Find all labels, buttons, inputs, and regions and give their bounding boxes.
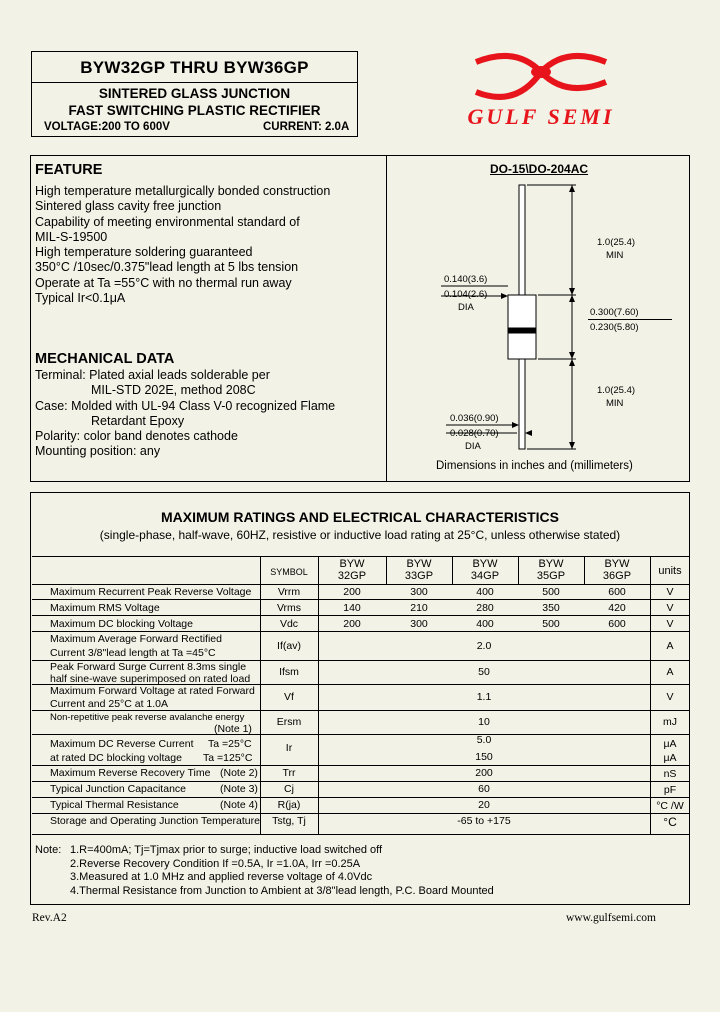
param-cond: Ta =125°C (203, 752, 253, 764)
feature-item: High temperature soldering guaranteed (35, 245, 253, 260)
note-item: 4.Thermal Resistance from Junction to Ambient at 3/8"lead length, P.C. Board Mounted (70, 884, 494, 897)
value-cell: 280 (476, 602, 494, 614)
unit-cell: V (666, 586, 674, 598)
value-cell: 300 (410, 618, 428, 630)
row-rule (32, 599, 690, 600)
param-label: Maximum DC blocking Voltage (50, 618, 193, 630)
param-label: Maximum Forward Voltage at rated Forward (50, 685, 255, 697)
dim-lead-dia-min: 0.028(0.70) (450, 428, 499, 439)
row-rule (32, 615, 690, 616)
feature-item: Operate at Ta =55°C with no thermal run away (35, 275, 292, 290)
table-header-rule (32, 584, 690, 585)
unit-cell: V (666, 602, 674, 614)
website-url: www.gulfsemi.com (566, 912, 656, 924)
symbol-cell: Tstg, Tj (272, 815, 306, 827)
param-label: Maximum Average Forward Rectified (50, 633, 222, 645)
param-label-line2: half sine-wave superimposed on rated load (50, 673, 251, 685)
param-label: Non-repetitive peak reverse avalanche energy (50, 712, 245, 723)
unit-cell: mJ (663, 716, 677, 728)
param-label: Maximum DC Reverse Current (50, 738, 194, 750)
unit-cell: °C (663, 815, 677, 829)
value-cell: 60 (478, 783, 490, 795)
dim-lead-top: 1.0(25.4) (597, 237, 636, 248)
header-line2: FAST SWITCHING PLASTIC RECTIFIER (68, 103, 321, 118)
value-cell: 350 (542, 602, 560, 614)
value-cell: 20 (478, 799, 490, 811)
param-label: Typical Thermal Resistance (50, 799, 179, 811)
dim-body-len-rule (588, 319, 672, 320)
value-cell: 210 (410, 602, 428, 614)
unit-cell: μA (663, 752, 677, 764)
unit-cell: V (666, 691, 674, 703)
part-range-title: BYW32GP THRU BYW36GP (80, 58, 309, 77)
symbol-cell: Vrms (276, 602, 302, 614)
note-item: 1.R=400mA; Tj=Tjmax prior to surge; inductive load switched off (70, 844, 383, 856)
value-cell: 1.1 (476, 691, 492, 703)
param-label-line2: Current and 25°C at 1.0A (50, 698, 169, 710)
param-note: (Note 2) (220, 767, 258, 779)
units-header: units (658, 565, 682, 577)
param-note: (Note 1) (214, 723, 252, 735)
value-cell: 300 (410, 586, 428, 598)
mechanical-line: Terminal: Plated axial leads solderable per (35, 368, 270, 382)
value-cell: 600 (608, 586, 626, 598)
part-header: BYW 36GP (602, 558, 632, 582)
dim-body-dia-min: 0.104(2.6) (444, 289, 488, 300)
feature-item: Sintered glass cavity free junction (35, 199, 222, 214)
symbol-cell: Ifsm (279, 666, 299, 678)
value-cell: 140 (343, 602, 361, 614)
value-cell: 400 (476, 618, 494, 630)
symbol-cell: If(av) (277, 640, 301, 652)
symbol-header: SYMBOL (270, 567, 308, 577)
header-line1: SINTERED GLASS JUNCTION (98, 86, 291, 101)
value-cell: 200 (475, 767, 493, 779)
value-cell: 50 (478, 666, 490, 678)
feature-item: Capability of meeting environmental standard of (35, 214, 300, 229)
unit-cell: A (666, 640, 674, 652)
param-note: (Note 4) (220, 799, 258, 811)
feature-heading: FEATURE (35, 162, 103, 178)
current-spec: CURRENT: 2.0A (263, 121, 350, 133)
notes-list (70, 844, 494, 898)
ratings-title: MAXIMUM RATINGS AND ELECTRICAL CHARACTERISTICS (161, 509, 559, 525)
unit-cell: °C /W (656, 800, 684, 812)
symbol-cell: Cj (284, 783, 294, 795)
row-rule (32, 781, 690, 782)
symbol-cell: Vrrm (277, 586, 301, 598)
value-cell: 2.0 (476, 640, 492, 652)
mechanical-line: Polarity: color band denotes cathode (35, 429, 238, 444)
dim-lead-dia-max: 0.036(0.90) (450, 413, 499, 424)
value-cell: 10 (478, 716, 490, 728)
mechanical-line: Retardant Epoxy (91, 413, 185, 428)
revision-label: Rev.A2 (32, 912, 67, 924)
unit-cell: nS (663, 768, 677, 780)
symbol-cell: Vf (284, 691, 294, 703)
param-label: Maximum Recurrent Peak Reverse Voltage (50, 586, 252, 598)
param-label: Maximum Reverse Recovery Time (50, 767, 211, 779)
dim-body-dia-label: DIA (458, 302, 474, 313)
note-item: 2.Reverse Recovery Condition If =0.5A, Ir =1.0A, Irr =0.25A (70, 857, 361, 870)
notes-label: Note: (35, 844, 62, 856)
symbol-cell: Ersm (276, 716, 302, 728)
ratings-subtitle: (single-phase, half-wave, 60HZ, resistive or inductive load rating at 25°C, unless otherwise stated) (99, 528, 621, 542)
param-label-line2: Current 3/8"lead length at Ta =45°C (50, 647, 216, 659)
value-cell: 600 (608, 618, 626, 630)
dim-lead-top-min: MIN (606, 250, 624, 261)
row-rule (32, 813, 690, 814)
note-item: 3.Measured at 1.0 MHz and applied reverse voltage of 4.0Vdc (70, 871, 373, 883)
dim-body-len-min: 0.230(5.80) (590, 322, 639, 333)
header-divider (31, 82, 358, 83)
mechanical-line: Case: Molded with UL-94 Class V-0 recognized Flame (35, 398, 336, 413)
part-header: BYW 33GP (404, 558, 434, 582)
dim-lead-bottom-min: MIN (606, 398, 624, 409)
value-cell: 200 (343, 586, 361, 598)
value-cell: 5.0 (476, 734, 492, 746)
feature-item: High temperature metallurgically bonded construction (35, 184, 331, 198)
symbol-cell: Vdc (279, 618, 299, 630)
row-rule (32, 765, 690, 766)
unit-cell: pF (663, 784, 677, 796)
mechanical-heading: MECHANICAL DATA (35, 351, 175, 367)
part-header: BYW 34GP (470, 558, 500, 582)
mechanical-list (35, 368, 335, 460)
part-header: BYW 35GP (536, 558, 566, 582)
value-cell: 500 (542, 618, 560, 630)
param-note: (Note 3) (220, 783, 258, 795)
gulf-semi-logo (456, 50, 626, 130)
dim-body-dia-max: 0.140(3.6) (444, 274, 488, 285)
part-header: BYW 32GP (337, 558, 367, 582)
feature-list (35, 184, 330, 306)
feature-item: Typical Ir<0.1μA (35, 291, 126, 306)
param-label-line2: at rated DC blocking voltage (50, 752, 182, 764)
value-cell: 400 (476, 586, 494, 598)
row-rule (32, 797, 690, 798)
unit-cell: V (666, 618, 674, 630)
row-rule (32, 631, 690, 632)
value-cell: -65 to +175 (457, 815, 511, 827)
param-cond: Ta =25°C (208, 738, 252, 750)
feature-item: MIL-S-19500 (35, 229, 108, 244)
param-label: Maximum RMS Voltage (50, 602, 160, 614)
param-label: Peak Forward Surge Current 8.3ms single (50, 661, 247, 673)
row-rule (32, 710, 690, 711)
feature-item: 350°C /10sec/0.375"lead length at 5 lbs tension (35, 260, 299, 275)
value-cell: 420 (608, 602, 626, 614)
table-top-rule (32, 556, 690, 557)
param-label: Typical Junction Capacitance (50, 783, 186, 795)
mechanical-line: MIL-STD 202E, method 208C (91, 383, 256, 398)
dim-body-len-max: 0.300(7.60) (590, 307, 639, 318)
voltage-spec: VOLTAGE:200 TO 600V (44, 121, 170, 133)
value-cell: 500 (542, 586, 560, 598)
mechanical-line: Mounting position: any (35, 444, 161, 459)
dim-lead-bottom: 1.0(25.4) (597, 385, 636, 396)
symbol-cell: Ir (285, 742, 293, 754)
value-cell: 150 (475, 751, 493, 763)
logo-text: GULF SEMI (467, 104, 615, 129)
param-label: Storage and Operating Junction Temperature (50, 815, 260, 827)
unit-cell: μA (663, 738, 677, 750)
symbol-cell: R(ja) (277, 799, 301, 811)
diagram-caption: Dimensions in inches and (millimeters) (436, 460, 633, 472)
dim-lead-dia-label: DIA (465, 441, 481, 452)
package-label: DO-15\DO-204AC (490, 162, 589, 176)
logo-mark-icon (456, 50, 626, 130)
value-cell: 200 (343, 618, 361, 630)
symbol-cell: Trr (282, 767, 296, 779)
table-bottom-rule (32, 834, 690, 835)
unit-cell: A (666, 666, 674, 678)
